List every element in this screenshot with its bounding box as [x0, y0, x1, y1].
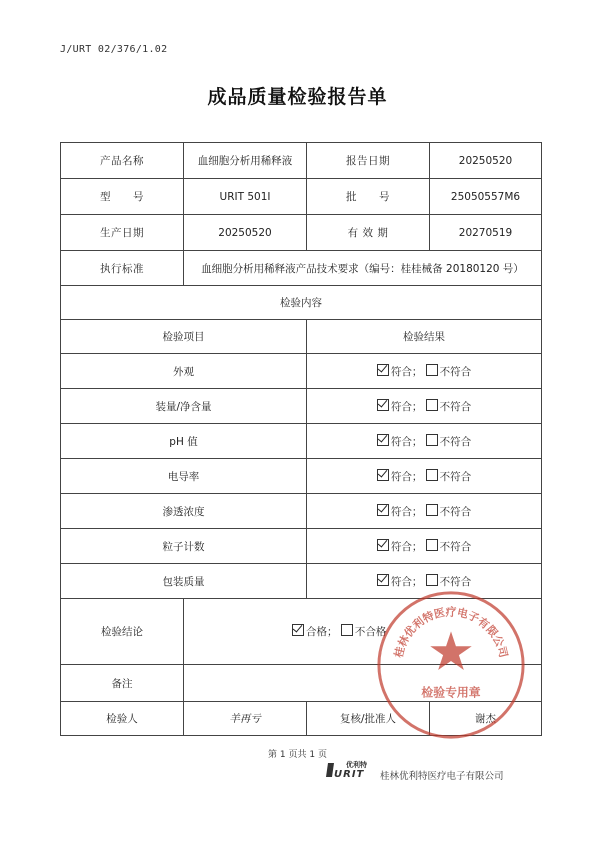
unchecked-box-icon[interactable]: [426, 399, 438, 411]
unchecked-box-icon[interactable]: [426, 364, 438, 376]
section-title: 检验内容: [61, 286, 542, 320]
item-result: 符合； 不符合: [307, 459, 542, 494]
row-dates: [61, 215, 542, 251]
expiry-value: 20270519: [430, 215, 542, 251]
item-result: 符合； 不符合: [307, 494, 542, 529]
item-result: 符合； 不符合: [307, 424, 542, 459]
table-row: [61, 389, 542, 424]
item-result: 符合； 不符合: [307, 389, 542, 424]
batch-value: 25050557M6: [430, 179, 542, 215]
unchecked-box-icon[interactable]: [426, 504, 438, 516]
stamp-center-text: 检验专用章: [421, 685, 481, 700]
item-name: 装量/净含量: [61, 389, 307, 424]
unchecked-box-icon[interactable]: [426, 539, 438, 551]
checked-box-icon[interactable]: [377, 504, 389, 516]
checked-box-icon[interactable]: [377, 469, 389, 481]
production-date-label: 生产日期: [61, 215, 184, 251]
product-name-label: 产品名称: [61, 143, 184, 179]
item-result: 符合； 不符合: [307, 529, 542, 564]
document-number: J/URT 02/376/1.02: [60, 44, 168, 55]
item-name: 渗透浓度: [61, 494, 307, 529]
row-standard: [61, 251, 542, 286]
standard-label: 执行标准: [61, 251, 184, 286]
item-name: 粒子计数: [61, 529, 307, 564]
report-date-value: 20250520: [430, 143, 542, 179]
item-result: 符合； 不符合: [307, 564, 542, 599]
batch-label: 批 号: [307, 179, 430, 215]
production-date-value: 20250520: [184, 215, 307, 251]
row-column-headers: [61, 320, 542, 354]
reviewer-signature: 谢杰: [430, 702, 542, 736]
page-number: 第 1 页共 1 页: [268, 750, 327, 760]
row-section-title: [61, 286, 542, 320]
row-signatures: [61, 702, 542, 736]
unchecked-box-icon[interactable]: [426, 574, 438, 586]
item-name: 电导率: [61, 459, 307, 494]
conclusion-result: 合格； 不合格: [184, 599, 542, 665]
model-label: 型 号: [61, 179, 184, 215]
conclusion-label: 检验结论: [61, 599, 184, 665]
table-row: [61, 424, 542, 459]
table-row: [61, 459, 542, 494]
item-header: 检验项目: [61, 320, 307, 354]
checked-box-icon[interactable]: [377, 399, 389, 411]
checked-box-icon[interactable]: [377, 539, 389, 551]
row-product: [61, 143, 542, 179]
logo-chinese: 优利特: [346, 761, 367, 769]
table-row: [61, 354, 542, 389]
result-header: 检验结果: [307, 320, 542, 354]
inspector-signature: 羊再亏: [184, 702, 307, 736]
company-name: 桂林优利特医疗电子有限公司: [380, 771, 504, 782]
table-row: [61, 529, 542, 564]
checked-box-icon[interactable]: [377, 434, 389, 446]
stamp-company-text: 桂林优利特医疗电子有限公司: [392, 605, 510, 659]
checked-box-icon[interactable]: [292, 624, 304, 636]
table-row: [61, 494, 542, 529]
remarks-value: [184, 665, 542, 702]
reviewer-label: 复核/批准人: [307, 702, 430, 736]
report-title: 成品质量检验报告单: [207, 86, 388, 108]
checked-box-icon[interactable]: [377, 574, 389, 586]
item-name: 外观: [61, 354, 307, 389]
row-model: [61, 179, 542, 215]
standard-value: 血细胞分析用稀释液产品技术要求（编号：桂桂械备 20180120 号）: [184, 251, 542, 286]
item-result: 符合； 不符合: [307, 354, 542, 389]
item-name: pH 值: [61, 424, 307, 459]
table-row: [61, 564, 542, 599]
remarks-label: 备注: [61, 665, 184, 702]
row-conclusion: [61, 599, 542, 665]
item-name: 包装质量: [61, 564, 307, 599]
report-table: [60, 142, 542, 736]
model-value: URIT 501I: [184, 179, 307, 215]
inspector-label: 检验人: [61, 702, 184, 736]
checked-box-icon[interactable]: [377, 364, 389, 376]
row-remarks: [61, 665, 542, 702]
product-name-value: 血细胞分析用稀释液: [184, 143, 307, 179]
unchecked-box-icon[interactable]: [426, 434, 438, 446]
unchecked-box-icon[interactable]: [426, 469, 438, 481]
unchecked-box-icon[interactable]: [341, 624, 353, 636]
expiry-label: 有 效 期: [307, 215, 430, 251]
logo-english: URIT: [334, 769, 365, 780]
report-date-label: 报告日期: [307, 143, 430, 179]
